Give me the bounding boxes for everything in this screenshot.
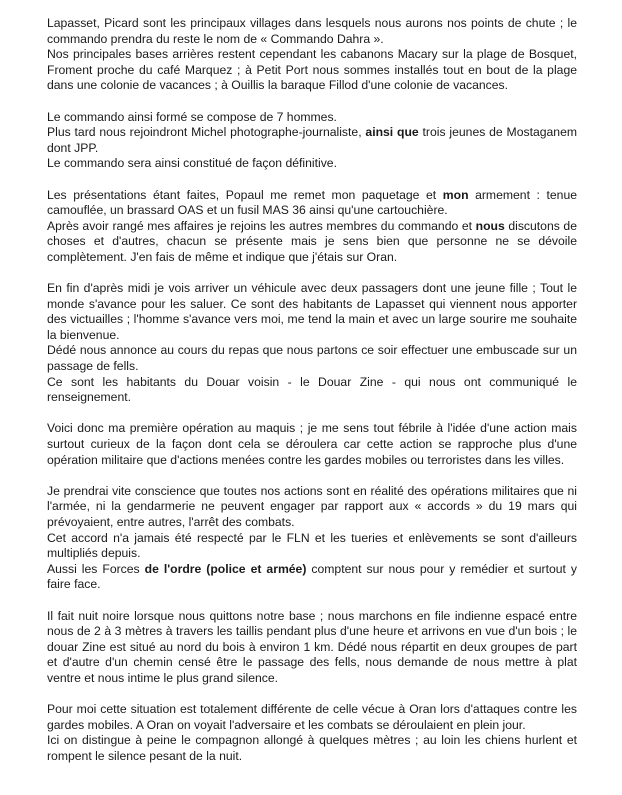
text-run: comptent sur nous pour y remédier et surtout y faire face. — [47, 561, 577, 592]
text-run: armement : tenue camouflée, un brassard OAS et un fusil MAS 36 ainsi qu'une cartouchière. — [47, 187, 578, 218]
text-run: Après avoir rangé mes affaires je rejoins les autres membres du commando et — [47, 218, 476, 233]
text-run: Aussi les Forces — [47, 561, 145, 576]
paragraph-arrivee — [47, 281, 577, 406]
paragraph-bases — [47, 16, 577, 94]
text-line: Je prendrai vite conscience que toutes nos actions sont en réalité des opérations militaires que ni l'armée, ni la gendarmerie ne peuvent engager par rapport aux « accords » du 19 mars qui prévoyaient, entre autres, l'arrêt des combats. — [47, 483, 577, 529]
text-line: Voici donc ma première opération au maquis ; je me sens tout fébrile à l'idée d'une action mais surtout curieux de la façon dont cela se déroulera car cette action se rapproche plus d'une opération militaire que d'actions menées contre les gardes mobiles ou terroristes dans les villes. — [47, 421, 577, 467]
bold-text: mon — [442, 187, 469, 202]
document-page — [47, 16, 577, 780]
text-run: Plus tard nous rejoindront Michel photographe-journaliste, — [47, 125, 366, 140]
paragraph-presentations — [47, 188, 577, 266]
paragraph-commando — [47, 110, 577, 172]
text-run: Les présentations étant faites, Popaul me remet mon paquetage et — [47, 187, 443, 202]
text-run: trois jeunes de Mostaganem dont JPP. — [47, 125, 578, 155]
text-line — [47, 219, 577, 266]
text-line: Le commando ainsi formé se compose de 7 hommes. — [47, 109, 337, 124]
text-line: Lapasset, Picard sont les principaux villages dans lesquels nous aurons nos points de chute ; le commando prendra du reste le nom de « Commando Dahra ». — [47, 16, 577, 46]
text-line: Pour moi cette situation est totalement différente de celle vécue à Oran lors d'attaques contre les gardes mobiles. A Oran on voyait l'adversaire et les combats se déroulaient en plein jour. — [47, 702, 577, 732]
text-line — [47, 562, 577, 593]
bold-text: ainsi que — [365, 125, 419, 140]
text-line: Le commando sera ainsi constitué de façon définitive. — [47, 156, 337, 171]
text-line: Nos principales bases arrières restent cependant les cabanons Macary sur la plage de Bosquet, Froment proche du café Marquez ; à Petit Port nous sommes installés tout en bout de la plage dans une colonie de vacances ; à Ouillis la baraque Fillod d'une colonie de vacances. — [47, 47, 577, 93]
text-line — [47, 125, 577, 156]
paragraph-premiere-operation — [47, 421, 577, 468]
bold-text: nous — [475, 218, 505, 233]
text-line — [47, 188, 577, 219]
text-line: Ici on distingue à peine le compagnon allongé à quelques mètres ; au loin les chiens hurlent et rompent le silence pesant de la nuit. — [47, 733, 577, 763]
paragraph-situation — [47, 702, 577, 764]
text-line: En fin d'après midi je vois arriver un véhicule avec deux passagers dont une jeune fille ; Tout le monde s'avance pour les saluer. Ce sont des habitants de Lapasset qui viennent nous apporter des victuailles ; l'homme s'avance vers moi, me tend la main et avec un large sourire me souhaite la bienvenue. — [47, 281, 577, 342]
text-line: Ce sont les habitants du Douar voisin - le Douar Zine - qui nous ont communiqué le renseignement. — [47, 374, 577, 405]
text-line: Dédé nous annonce au cours du repas que nous partons ce soir effectuer une embuscade sur un passage de fells. — [47, 343, 577, 374]
text-run: discutons de choses et d'autres, chacun se présente mais je sens bien que personne ne se dévoile complètement. J'en fais de même et indique que j'étais sur Oran. — [47, 218, 577, 264]
paragraph-nuit — [47, 609, 577, 687]
bold-text: de l'ordre (police et armée) — [144, 561, 307, 576]
paragraph-accords — [47, 484, 577, 593]
text-line: Cet accord n'a jamais été respecté par le FLN et les tueries et enlèvements se sont d'ailleurs multipliés depuis. — [47, 530, 577, 561]
text-line: Il fait nuit noire lorsque nous quittons notre base ; nous marchons en file indienne espacé entre nous de 2 à 3 mètres à travers les taillis pendant plus d'une heure et arrivons en vue d'un bois ; le douar Zine est situé au nord du bois à environ 1 km. Dédé nous répartit en deux groupes de part et d'autre d'un chemin censé être le passage des fells, nous demande de nous mettre à plat ventre et nous intime le plus grand silence. — [47, 608, 577, 685]
